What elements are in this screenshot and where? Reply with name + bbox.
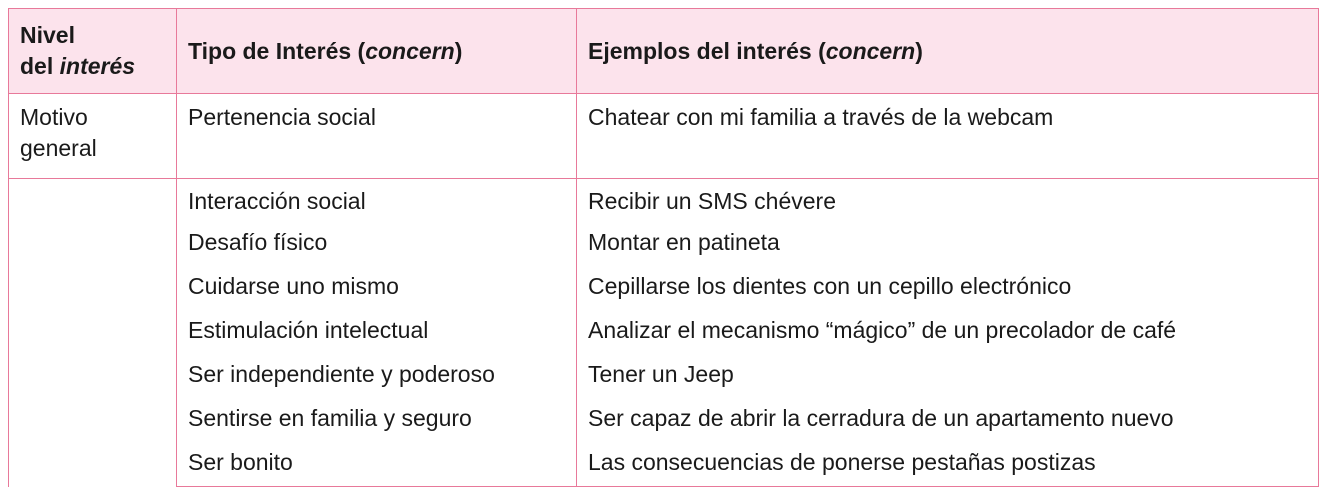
header-level-line1: Nivel bbox=[20, 22, 75, 48]
table-row bbox=[9, 399, 1319, 443]
table-row bbox=[9, 355, 1319, 399]
example-cell: Cepillarse los dientes con un cepillo electrónico bbox=[577, 267, 1319, 311]
header-type-suffix: ) bbox=[454, 37, 463, 64]
header-level-prefix: del bbox=[20, 53, 60, 79]
level-cell bbox=[9, 94, 177, 179]
type-cell: Pertenencia social bbox=[177, 94, 577, 179]
table-row bbox=[9, 311, 1319, 355]
type-cell: Interacción social bbox=[177, 179, 577, 223]
table-row bbox=[9, 267, 1319, 311]
type-cell: Desafío físico bbox=[177, 223, 577, 267]
table-row bbox=[9, 223, 1319, 267]
header-type-prefix: Tipo de Interés ( bbox=[188, 37, 366, 64]
header-examples-italic: concern bbox=[825, 37, 916, 64]
example-cell: Ser capaz de abrir la cerradura de un apartamento nuevo bbox=[577, 399, 1319, 443]
level-line1: Motivo bbox=[20, 104, 88, 130]
header-level-line2 bbox=[20, 51, 165, 82]
header-examples-suffix: ) bbox=[915, 37, 923, 64]
header-row bbox=[9, 9, 1319, 94]
header-level-italic: interés bbox=[59, 53, 136, 79]
example-cell: Recibir un SMS chévere bbox=[577, 179, 1319, 223]
type-cell: Ser bonito bbox=[177, 443, 577, 487]
concern-table bbox=[8, 8, 1319, 487]
example-cell: Analizar el mecanismo “mágico” de un precolador de café bbox=[577, 311, 1319, 355]
example-cell: Tener un Jeep bbox=[577, 355, 1319, 399]
header-examples bbox=[577, 9, 1319, 94]
type-cell: Ser independiente y poderoso bbox=[177, 355, 577, 399]
table-body bbox=[9, 94, 1319, 487]
table-row bbox=[9, 94, 1319, 179]
level-cell-empty bbox=[9, 179, 177, 487]
concern-table-wrapper bbox=[8, 8, 1319, 487]
example-cell: Montar en patineta bbox=[577, 223, 1319, 267]
type-cell: Estimulación intelectual bbox=[177, 311, 577, 355]
level-line2: general bbox=[20, 135, 97, 161]
header-level bbox=[9, 9, 177, 94]
example-cell: Chatear con mi familia a través de la webcam bbox=[577, 94, 1319, 179]
header-examples-prefix: Ejemplos del interés ( bbox=[588, 37, 826, 64]
table-header bbox=[9, 9, 1319, 94]
header-type bbox=[177, 9, 577, 94]
table-row bbox=[9, 443, 1319, 487]
type-cell: Cuidarse uno mismo bbox=[177, 267, 577, 311]
table-row bbox=[9, 179, 1319, 223]
type-cell: Sentirse en familia y seguro bbox=[177, 399, 577, 443]
example-cell: Las consecuencias de ponerse pestañas postizas bbox=[577, 443, 1319, 487]
header-type-italic: concern bbox=[365, 37, 455, 64]
